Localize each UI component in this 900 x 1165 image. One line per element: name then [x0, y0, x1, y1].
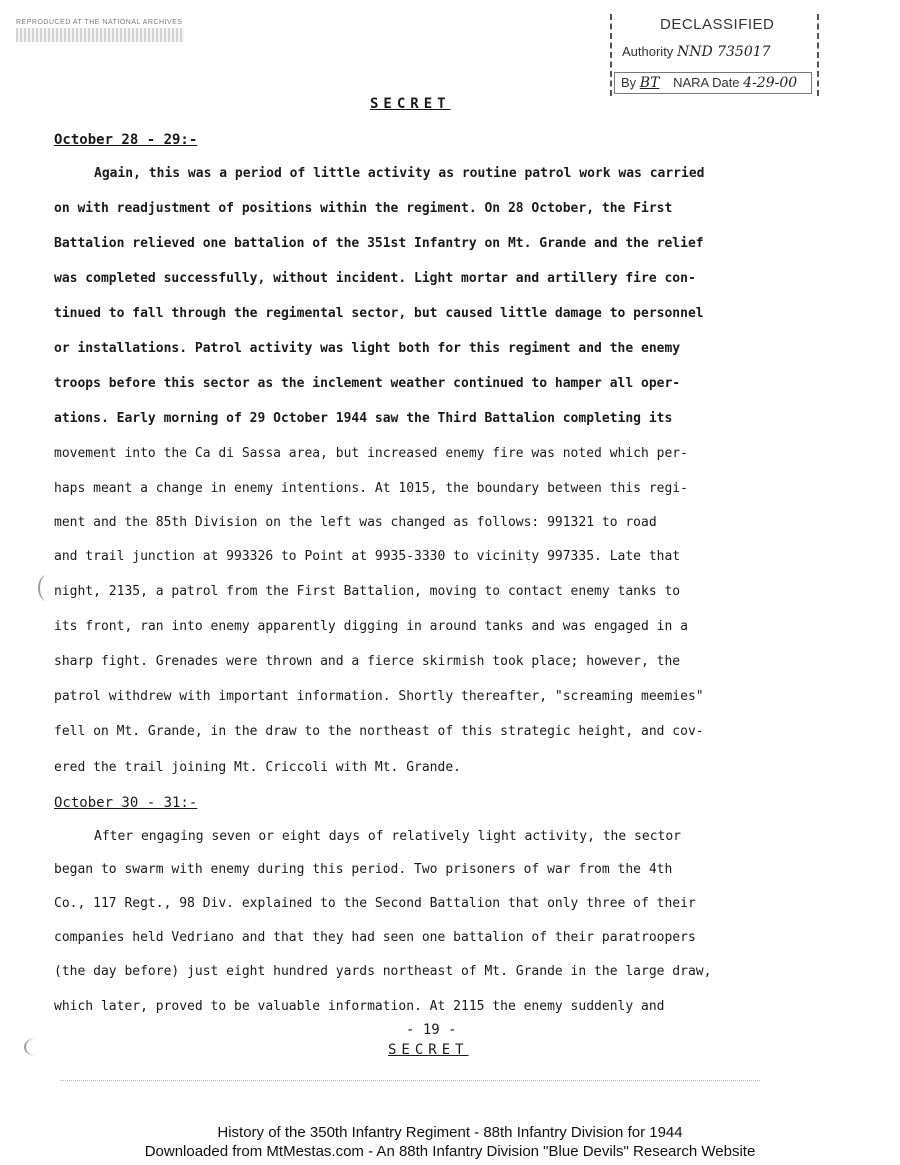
text-line: fell on Mt. Grande, in the draw to the northeast of this strategic height, and cov-	[54, 724, 704, 739]
text-line: ered the trail joining Mt. Criccoli with Mt. Grande.	[54, 760, 461, 775]
text-line: (the day before) just eight hundred yards northeast of Mt. Grande in the large draw,	[54, 964, 712, 979]
text-line: Again, this was a period of little activity as routine patrol work was carried	[94, 166, 705, 181]
by-label: By	[621, 75, 637, 90]
scan-divider	[60, 1080, 760, 1081]
text-line: After engaging seven or eight days of relatively light activity, the sector	[94, 829, 681, 844]
scan-edge-mark	[24, 1038, 48, 1056]
archive-stamp	[16, 18, 184, 44]
text-line: began to swarm with enemy during this period. Two prisoners of war from the 4th	[54, 862, 673, 877]
text-line: movement into the Ca di Sassa area, but increased enemy fire was noted which per-	[54, 446, 688, 461]
declassification-stamp	[610, 14, 819, 96]
text-line: haps meant a change in enemy intentions. At 1015, the boundary between this regi-	[54, 481, 688, 496]
text-line: and trail junction at 993326 to Point at 9935-3330 to vicinity 997335. Late that	[54, 549, 681, 564]
scan-edge-mark	[38, 575, 56, 601]
text-line: night, 2135, a patrol from the First Battalion, moving to contact enemy tanks to	[54, 584, 681, 599]
section-date-oct-28-29: October 28 - 29:-	[54, 132, 198, 148]
credit-line-title: History of the 350th Infantry Regiment - 88th Infantry Division for 1944	[217, 1124, 683, 1141]
archive-stamp-stripe	[16, 28, 184, 42]
text-line: companies held Vedriano and that they had seen one battalion of their paratroopers	[54, 930, 696, 945]
text-line: Battalion relieved one battalion of the 351st Infantry on Mt. Grande and the relief	[54, 236, 704, 251]
authority-row	[622, 44, 771, 60]
authority-value: NND 735017	[676, 44, 771, 60]
text-line: tinued to fall through the regimental sector, but caused little damage to personnel	[54, 306, 704, 321]
text-line: sharp fight. Grenades were thrown and a fierce skirmish took place; however, the	[54, 654, 681, 669]
text-line: ment and the 85th Division on the left was changed as follows: 991321 to road	[54, 515, 657, 530]
text-line: ations. Early morning of 29 October 1944 saw the Third Battalion completing its	[54, 411, 673, 426]
text-line: was completed successfully, without incident. Light mortar and artillery fire con-	[54, 271, 696, 286]
text-line: its front, ran into enemy apparently digging in around tanks and was engaged in a	[54, 619, 688, 634]
declassified-title: DECLASSIFIED	[660, 16, 775, 33]
nara-date-value: 4-29-00	[743, 75, 798, 91]
nara-date-label: NARA Date	[673, 75, 740, 90]
text-line: Co., 117 Regt., 98 Div. explained to the Second Battalion that only three of their	[54, 896, 696, 911]
text-line: patrol withdrew with important information. Shortly thereafter, "screaming meemies"	[54, 689, 704, 704]
text-line: on with readjustment of positions within the regiment. On 28 October, the First	[54, 201, 673, 216]
classification-footer: SECRET	[388, 1042, 469, 1058]
archive-stamp-text: REPRODUCED AT THE NATIONAL ARCHIVES	[16, 19, 183, 26]
authority-label: Authority	[622, 44, 674, 59]
text-line: which later, proved to be valuable information. At 2115 the enemy suddenly and	[54, 999, 665, 1014]
text-line: or installations. Patrol activity was light both for this regiment and the enemy	[54, 341, 681, 356]
by-value: BT	[639, 75, 660, 91]
credit-line-source: Downloaded from MtMestas.com - An 88th Infantry Division "Blue Devils" Research Website	[144, 1143, 756, 1160]
text-line: troops before this sector as the inclement weather continued to hamper all oper-	[54, 376, 681, 391]
section-date-oct-30-31: October 30 - 31:-	[54, 795, 198, 811]
classification-header: SECRET	[370, 96, 451, 112]
page-number: - 19 -	[406, 1022, 457, 1038]
by-date-row	[614, 72, 812, 94]
